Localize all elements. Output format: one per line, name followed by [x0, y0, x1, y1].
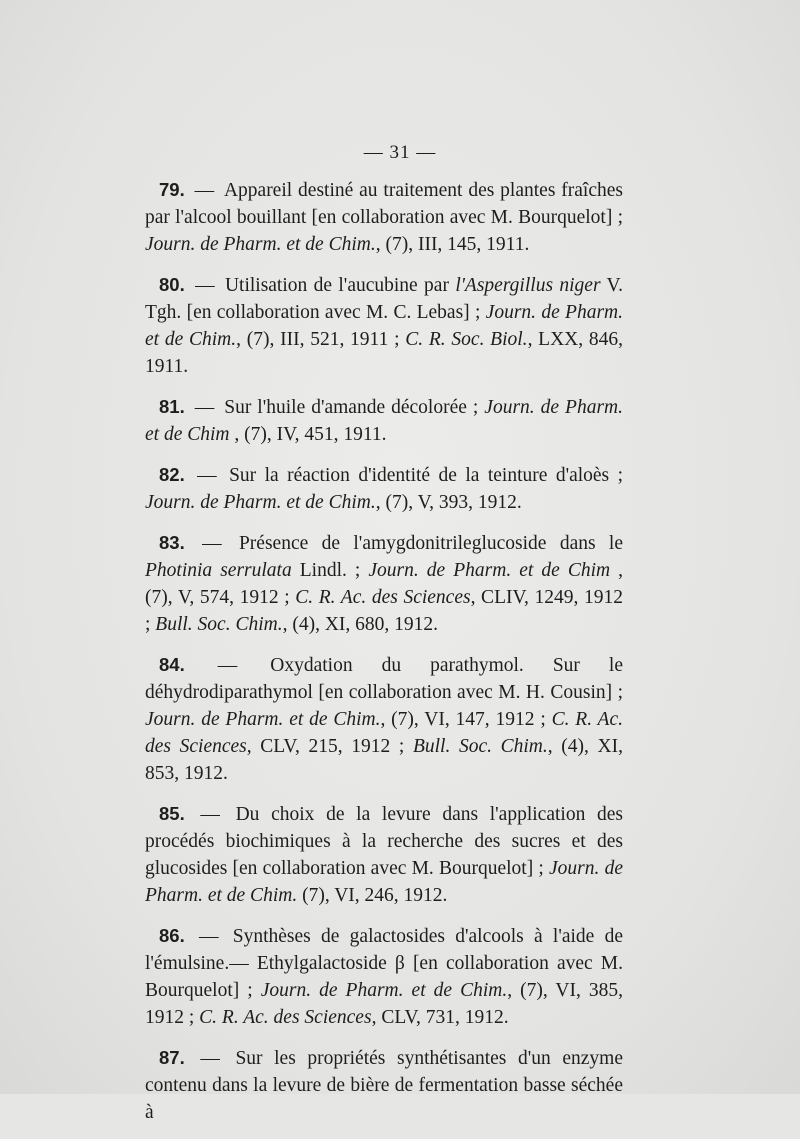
bibliography-entry: [145, 800, 623, 909]
entry-dash: —: [188, 655, 267, 676]
entry-text: V. Tgh. [en collaboration avec M. C. Lebas] ;: [145, 275, 623, 323]
entry-text: , (7), III, 145, 1911.: [375, 234, 530, 255]
entry-text: , CLIV, 1249, 1912 ;: [145, 587, 623, 635]
entry-number: 80.: [159, 274, 185, 295]
entry-dash: —: [188, 804, 232, 825]
entry-citation-italic: Journ. de Pharm. et de Chim.: [145, 302, 623, 350]
entry-text: , (7), VI, 147, 1912 ;: [380, 709, 552, 730]
entry-number: 87.: [159, 1047, 185, 1068]
entry-text: , (7), IV, 451, 1911.: [229, 424, 387, 445]
entry-text: , (4), XI, 680, 1912.: [282, 614, 439, 635]
entry-text: , (7), V, 574, 1912 ;: [145, 560, 623, 608]
entry-text: Du choix de la levure dans l'application des procédés biochimiques à la recherche des sucres et des glucosides [en collaboration avec M. Bourquelot] ;: [145, 804, 623, 879]
entry-citation-italic: Bull. Soc. Chim.: [155, 614, 283, 635]
entry-citation-italic: C. R. Ac. des Sciences: [145, 709, 623, 757]
bibliography-entry: [145, 529, 623, 638]
entry-dash: —: [188, 397, 221, 418]
entry-text: , (7), VI, 385, 1912 ;: [145, 980, 623, 1028]
entry-dash: —: [188, 533, 235, 554]
entry-citation-italic: l'Aspergillus niger: [455, 275, 601, 296]
entry-text: Sur l'huile d'amande décolorée ;: [224, 397, 485, 418]
entry-text: , LXX, 846, 1911.: [145, 329, 624, 377]
entry-citation-italic: Journ. de Pharm. et de Chim.: [145, 858, 623, 906]
entry-citation-italic: C. R. Ac. des Sciences: [199, 1007, 372, 1028]
entry-text: , (4), XI, 853, 1912.: [145, 736, 623, 784]
entry-text: Appareil destiné au traitement des plantes fraîches par l'alcool bouillant [en collaboration avec M. Bourquelot] ;: [145, 180, 623, 228]
entry-text: Sur la réaction d'identité de la teinture d'aloès ;: [229, 465, 623, 486]
bibliography-list: [145, 176, 623, 1139]
entry-citation-italic: Journ. de Pharm. et de Chim.: [145, 492, 376, 513]
entry-text: , (7), V, 393, 1912.: [375, 492, 522, 513]
bibliography-entry: [145, 651, 623, 787]
entry-number: 82.: [159, 464, 185, 485]
entry-text: Sur les propriétés synthétisantes d'un enzyme contenu dans la levure de bière de fermentation basse séchée à: [145, 1048, 623, 1123]
entry-citation-italic: Journ. de Pharm. et de Chim: [368, 560, 611, 581]
entry-text: , CLV, 215, 1912 ;: [246, 736, 413, 757]
entry-text: Synthèses de galactosides d'alcools à l'aide de l'émulsine.— Ethylgalactoside β [en collaboration avec M. Bourquelot] ;: [145, 926, 623, 1001]
bibliography-entry: [145, 393, 623, 448]
entry-text: Utilisation de l'aucubine par: [224, 275, 456, 296]
entry-citation-italic: Journ. de Pharm. et de Chim.: [260, 980, 508, 1001]
bibliography-entry: [145, 271, 623, 380]
entry-dash: —: [188, 180, 220, 201]
page-number: — 31 —: [363, 142, 437, 163]
entry-citation-italic: Journ. de Pharm. et de Chim.: [145, 709, 381, 730]
entry-text: Oxydation du parathymol. Sur le déhydrodiparathymol [en collaboration avec M. H. Cousin] ;: [145, 655, 624, 703]
entry-number: 83.: [159, 532, 185, 553]
entry-dash: —: [188, 1048, 232, 1069]
entry-citation-italic: Journ. de Pharm. et de Chim.: [145, 234, 376, 255]
entry-text: Présence de l'amygdonitrileglucoside dans le: [238, 533, 623, 554]
entry-text: , CLV, 731, 1912.: [371, 1007, 509, 1028]
entry-dash: —: [188, 926, 229, 947]
entry-citation-italic: C. R. Soc. Biol.: [405, 329, 528, 350]
entry-number: 85.: [159, 803, 185, 824]
entry-number: 81.: [159, 396, 185, 417]
entry-text: Lindl. ;: [291, 560, 369, 581]
entry-number: 84.: [159, 654, 185, 675]
entry-citation-italic: C. R. Ac. des Sciences: [295, 587, 471, 608]
entry-number: 79.: [159, 179, 185, 200]
entry-citation-italic: Journ. de Pharm. et de Chim: [145, 397, 624, 445]
bibliography-entry: [145, 922, 623, 1031]
entry-dash: —: [188, 275, 221, 296]
bibliography-entry: [145, 176, 623, 258]
bibliography-entry: [145, 1044, 623, 1126]
entry-dash: —: [188, 465, 226, 486]
entry-number: 86.: [159, 925, 185, 946]
entry-text: (7), VI, 246, 1912.: [297, 885, 448, 906]
entry-citation-italic: Bull. Soc. Chim.: [412, 736, 548, 757]
bibliography-entry: [145, 461, 623, 516]
entry-citation-italic: Photinia serrulata: [145, 560, 292, 581]
entry-text: , (7), III, 521, 1911 ;: [236, 329, 406, 350]
